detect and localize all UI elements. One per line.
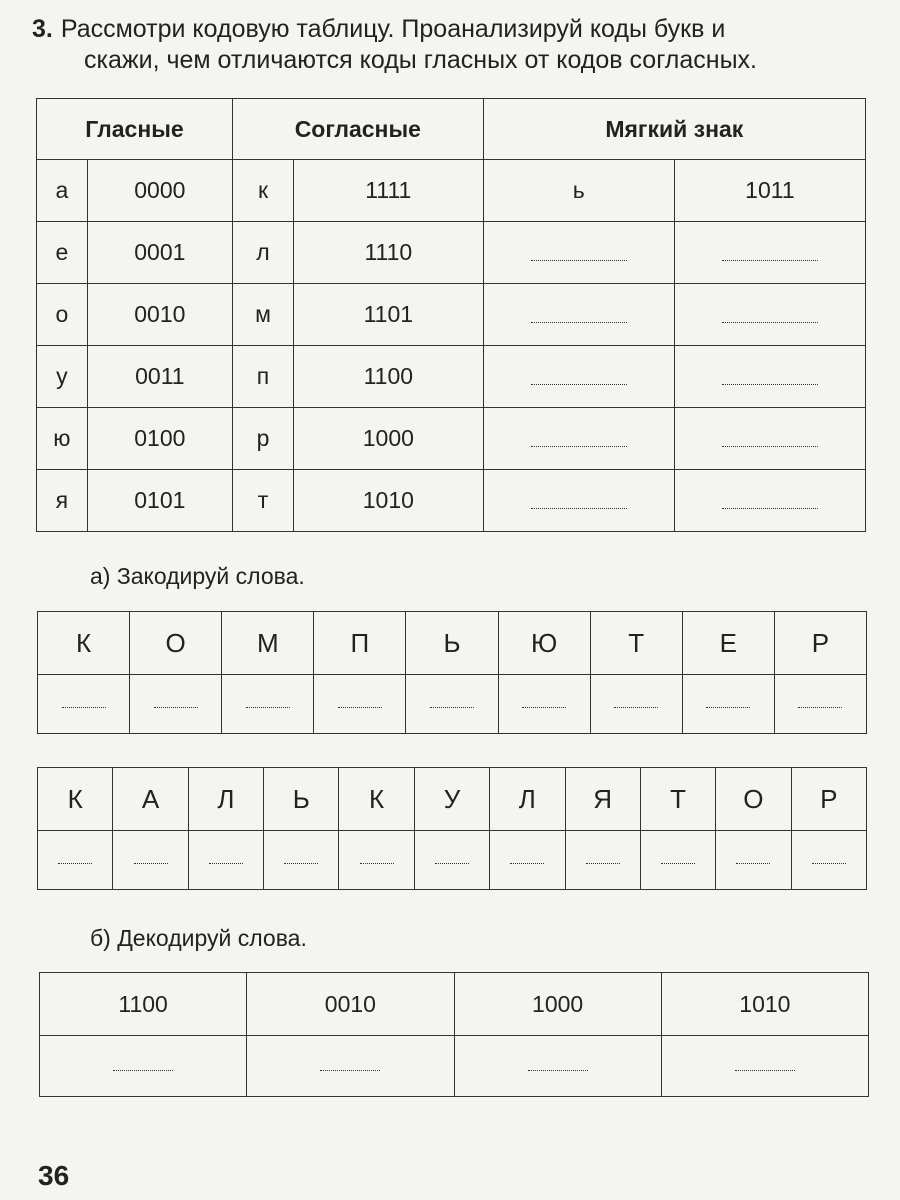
consonant-code: 1101 xyxy=(294,284,484,346)
answer-cell[interactable] xyxy=(716,831,791,890)
task-line-1: Рассмотри кодовую таблицу. Проанализируй коды букв и xyxy=(60,15,726,43)
vowel-code: 0100 xyxy=(87,408,232,470)
answer-cell[interactable] xyxy=(454,1036,661,1097)
answer-cell[interactable] xyxy=(113,831,188,890)
answer-cell[interactable] xyxy=(247,1036,454,1097)
answer-cell[interactable] xyxy=(565,831,640,890)
vowel-letter: о xyxy=(37,284,88,346)
word-letter: Ь xyxy=(406,612,498,675)
consonant-letter: п xyxy=(232,346,293,408)
answer-cell[interactable] xyxy=(130,675,222,734)
vowel-letter: я xyxy=(37,470,88,532)
consonant-code: 1000 xyxy=(294,408,484,470)
answer-cell[interactable] xyxy=(222,675,314,734)
code-cell: 1010 xyxy=(661,973,868,1036)
answer-cell[interactable] xyxy=(490,831,565,890)
answer-cell[interactable] xyxy=(414,831,489,890)
vowel-letter: а xyxy=(37,160,88,222)
word-letter: Ю xyxy=(498,612,590,675)
blank-cell[interactable] xyxy=(674,222,865,284)
blank-cell[interactable] xyxy=(483,470,674,532)
consonant-letter: т xyxy=(232,470,293,532)
word-letter: У xyxy=(414,768,489,831)
answer-cell[interactable] xyxy=(640,831,715,890)
answer-cell[interactable] xyxy=(791,831,866,890)
vowel-code: 0011 xyxy=(87,346,232,408)
code-cell: 0010 xyxy=(247,973,454,1036)
answer-cell[interactable] xyxy=(38,675,130,734)
table-row xyxy=(37,346,866,408)
word-letter: Ь xyxy=(264,768,339,831)
answer-cell[interactable] xyxy=(661,1036,868,1097)
header-consonants: Согласные xyxy=(232,99,483,160)
blank-cell[interactable] xyxy=(483,284,674,346)
table-row xyxy=(37,408,866,470)
word-letter: Т xyxy=(590,612,682,675)
blank-cell[interactable] xyxy=(483,408,674,470)
blank-cell[interactable] xyxy=(483,222,674,284)
word-letter: О xyxy=(130,612,222,675)
consonant-code: 1110 xyxy=(294,222,484,284)
word-letter: Р xyxy=(791,768,866,831)
blank-cell[interactable] xyxy=(674,408,865,470)
blank-cell[interactable] xyxy=(483,346,674,408)
answer-cell[interactable] xyxy=(38,831,113,890)
word-letter: М xyxy=(222,612,314,675)
consonant-letter: к xyxy=(232,160,293,222)
table-row xyxy=(37,160,866,222)
word-letter: Я xyxy=(565,768,640,831)
task-text xyxy=(32,14,872,76)
soft-sign-letter: ь xyxy=(483,160,674,222)
vowel-letter: у xyxy=(37,346,88,408)
answer-cell[interactable] xyxy=(264,831,339,890)
vowel-letter: е xyxy=(37,222,88,284)
word-letter: К xyxy=(38,768,113,831)
task-line-2: скажи, чем отличаются коды гласных от кодов согласных. xyxy=(84,46,757,74)
answer-cell[interactable] xyxy=(682,675,774,734)
decode-table xyxy=(39,972,869,1097)
word-letter: Л xyxy=(490,768,565,831)
table-row xyxy=(37,222,866,284)
part-a-label: а) Закодируй слова. xyxy=(90,563,305,589)
answer-cell[interactable] xyxy=(40,1036,247,1097)
answer-cell[interactable] xyxy=(314,675,406,734)
answer-cell[interactable] xyxy=(774,675,866,734)
answer-cell[interactable] xyxy=(498,675,590,734)
table-row xyxy=(37,470,866,532)
word-letter: К xyxy=(38,612,130,675)
blank-cell[interactable] xyxy=(674,346,865,408)
header-vowels: Гласные xyxy=(37,99,233,160)
page-number: 36 xyxy=(38,1160,70,1191)
vowel-code: 0000 xyxy=(87,160,232,222)
consonant-letter: м xyxy=(232,284,293,346)
code-cell: 1100 xyxy=(40,973,247,1036)
answer-cell[interactable] xyxy=(406,675,498,734)
word-letter: Л xyxy=(188,768,263,831)
header-soft-sign: Мягкий знак xyxy=(483,99,865,160)
answer-cell[interactable] xyxy=(339,831,414,890)
vowel-code: 0001 xyxy=(87,222,232,284)
vowel-letter: ю xyxy=(37,408,88,470)
word-letter: Р xyxy=(774,612,866,675)
code-cell: 1000 xyxy=(454,973,661,1036)
blank-cell[interactable] xyxy=(674,284,865,346)
consonant-letter: л xyxy=(232,222,293,284)
part-b-label: б) Декодируй слова. xyxy=(90,925,307,951)
word-letter: П xyxy=(314,612,406,675)
blank-cell[interactable] xyxy=(674,470,865,532)
word-letter: Т xyxy=(640,768,715,831)
answer-cell[interactable] xyxy=(188,831,263,890)
encode-word-calculator xyxy=(37,767,867,890)
word-letter: Е xyxy=(682,612,774,675)
task-number: 3. xyxy=(32,15,53,43)
word-letter: К xyxy=(339,768,414,831)
vowel-code: 0010 xyxy=(87,284,232,346)
word-letter: О xyxy=(716,768,791,831)
soft-sign-code: 1011 xyxy=(674,160,865,222)
table-row xyxy=(37,284,866,346)
consonant-code: 1010 xyxy=(294,470,484,532)
encode-word-computer xyxy=(37,611,867,734)
answer-cell[interactable] xyxy=(590,675,682,734)
vowel-code: 0101 xyxy=(87,470,232,532)
word-letter: А xyxy=(113,768,188,831)
consonant-letter: р xyxy=(232,408,293,470)
code-table xyxy=(36,98,866,532)
consonant-code: 1100 xyxy=(294,346,484,408)
consonant-code: 1111 xyxy=(294,160,484,222)
